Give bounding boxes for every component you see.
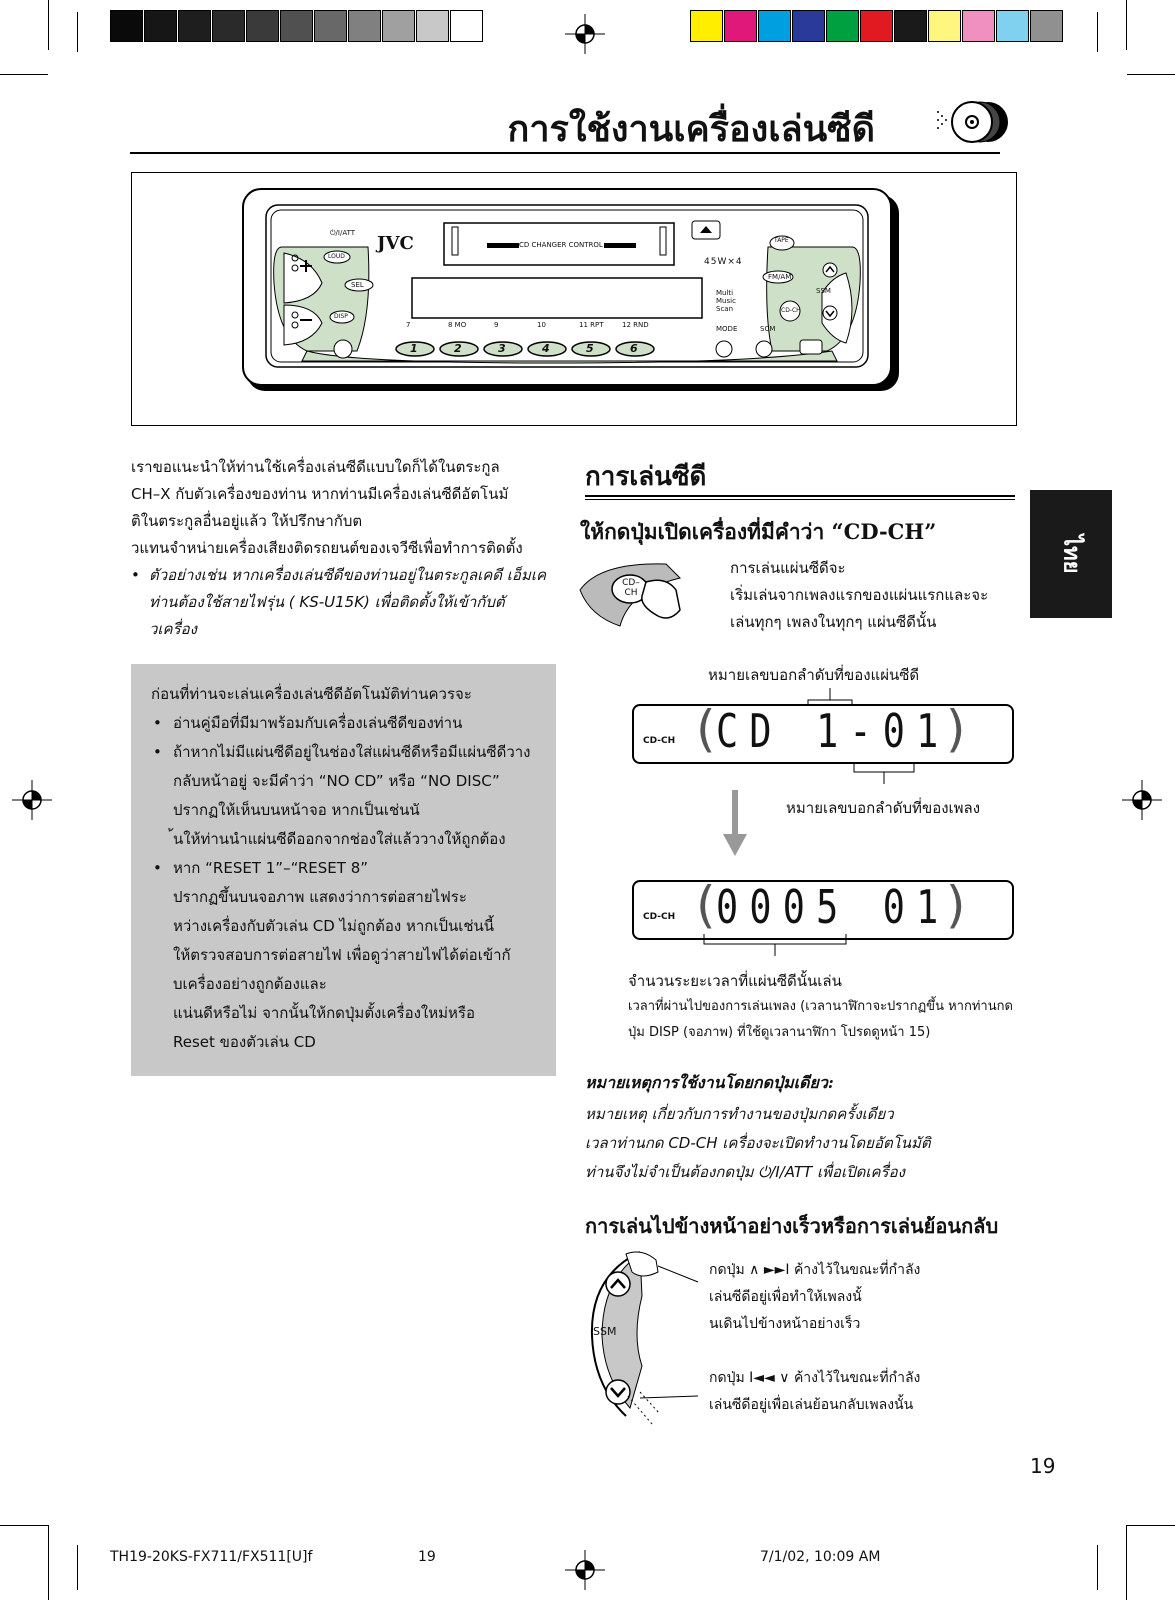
color-swatch bbox=[348, 10, 381, 42]
cd-changer-control-label: CD CHANGER CONTROL bbox=[519, 241, 603, 249]
ssm-label: SSM bbox=[593, 1325, 617, 1338]
color-bar bbox=[690, 10, 1064, 42]
intro-line: CH–X กับตัวเครื่องของท่าน หากท่านมีเครื่องเล่นซีดีอัตโนมั bbox=[131, 485, 509, 503]
play-description bbox=[730, 555, 988, 636]
cd-discs-icon bbox=[932, 98, 1012, 148]
crop-mark bbox=[77, 12, 78, 52]
color-swatch bbox=[724, 10, 757, 42]
footer-page: 19 bbox=[418, 1549, 436, 1565]
brand-logo: JVC bbox=[377, 233, 414, 254]
lcd-display-disc-track bbox=[632, 700, 1014, 764]
caution-line: กลับหน้าอยู่ จะมีคำว่า “NO CD” หรือ “NO DISC” bbox=[173, 772, 500, 790]
color-swatch bbox=[894, 10, 927, 42]
page-title: การใช้งานเครื่องเล่นซีดี bbox=[507, 108, 875, 150]
lcd-text: 0005 01 bbox=[716, 880, 950, 934]
play-desc-line: เล่นทุกๆ เพลงในทุกๆ แผ่นซีดีนั้น bbox=[730, 613, 937, 631]
fm-am-button[interactable]: FM/AM bbox=[768, 273, 792, 281]
scm-label: SCM bbox=[760, 325, 776, 333]
multi-music-scan-label bbox=[716, 289, 736, 313]
play-subheading: ให้กดปุ่มเปิดเครื่องที่มีคำว่า “CD-CH” bbox=[580, 519, 937, 544]
caution-line: ให้ตรวจสอบการต่อสายไฟ เพื่อดูว่าสายไฟได้ต่อเข้ากั bbox=[173, 946, 511, 964]
color-swatch bbox=[792, 10, 825, 42]
color-swatch bbox=[110, 10, 143, 42]
indicator-10: 10 bbox=[537, 321, 546, 329]
indicator-7: 7 bbox=[406, 321, 411, 329]
crop-mark bbox=[77, 1545, 78, 1590]
caution-line: • อ่านคู่มือที่มีมาพร้อมกับเครื่องเล่นซีดีของท่าน bbox=[173, 714, 463, 732]
indicator-11: 11 RPT bbox=[579, 321, 604, 329]
lcd-label: CD-CH bbox=[643, 912, 676, 922]
crop-mark bbox=[0, 74, 48, 75]
caution-line: Reset ของตัวเล่น CD bbox=[173, 1033, 316, 1051]
indicator-8: 8 MO bbox=[448, 321, 467, 329]
caution-line: • หาก “RESET 1”–“RESET 8” bbox=[173, 859, 369, 877]
grayscale-bar bbox=[110, 10, 484, 42]
tape-button[interactable]: TAPE bbox=[774, 237, 789, 244]
search-heading: การเล่นไปข้างหน้าอย่างเร็วหรือการเล่นย้อนกลับ bbox=[585, 1214, 999, 1238]
play-desc-line: เริ่มเล่นจากเพลงแรกของแผ่นแรกและจะ bbox=[730, 586, 989, 604]
down-arrow-icon bbox=[720, 790, 750, 860]
one-touch-line: ท่านจึงไม่จำเป็นต้องกดปุ่ม ⏻/I/ATT เพื่อเปิดเครื่อง bbox=[585, 1163, 905, 1181]
play-desc-line: การเล่นแผ่นซีดีจะ bbox=[730, 559, 846, 577]
section-rule bbox=[585, 495, 1015, 497]
lcd-display-time bbox=[632, 876, 1014, 940]
reverse-search-text bbox=[709, 1365, 920, 1419]
one-touch-line: หมายเหตุ เกี่ยวกับการทำงานของปุ่มกดครั้งเดียว bbox=[585, 1105, 894, 1123]
intro-note-line: วเครื่อง bbox=[149, 620, 197, 638]
lcd-bracket-right: ) bbox=[946, 876, 966, 934]
caution-line: ปรากฏให้เห็นบนหน้าจอ หากเป็นเช่นนั bbox=[173, 801, 420, 819]
power-output-label: 45W×4 bbox=[704, 257, 743, 267]
preset-button-label: 6 bbox=[630, 342, 638, 355]
indicator-12: 12 RND bbox=[622, 321, 649, 329]
forward-line: เล่นซีดีอยู่เพื่อทำให้เพลงนั้ bbox=[709, 1289, 862, 1305]
registration-mark-icon bbox=[565, 14, 605, 54]
disp-button[interactable]: DISP bbox=[334, 313, 348, 320]
time-line: เวลาที่ผ่านไปของการเล่นเพลง (เวลานาฬิกาจะปรากฏขึ้น หากท่านกด bbox=[628, 999, 1013, 1014]
crop-mark bbox=[48, 0, 49, 50]
footer-filename: TH19-20KS-FX711/FX511[U]f bbox=[110, 1549, 313, 1565]
forward-search-text bbox=[709, 1257, 920, 1338]
time-bracket bbox=[700, 932, 850, 958]
color-swatch bbox=[860, 10, 893, 42]
caution-item bbox=[151, 854, 546, 1057]
color-swatch bbox=[416, 10, 449, 42]
page-number: 19 bbox=[1030, 1454, 1056, 1478]
car-stereo-illustration bbox=[132, 173, 1016, 425]
lcd-label: CD-CH bbox=[643, 736, 676, 746]
time-line: จำนวนระยะเวลาที่แผ่นซีดีนั้นเล่น bbox=[628, 972, 842, 990]
color-swatch bbox=[962, 10, 995, 42]
forward-line: นเดินไปข้างหน้าอย่างเร็ว bbox=[709, 1316, 861, 1332]
language-tab bbox=[1030, 490, 1112, 618]
section-heading-play: การเล่นซีดี bbox=[585, 462, 707, 492]
color-swatch bbox=[212, 10, 245, 42]
caution-line: แน่นดีหรือไม่ จากนั้นให้กดปุ่มตั้งเครื่องใหม่หรือ bbox=[173, 1004, 475, 1022]
lcd-bracket-right: ) bbox=[946, 700, 966, 758]
sel-button[interactable]: SEL bbox=[351, 281, 364, 289]
mode-label: MODE bbox=[716, 325, 738, 333]
registration-mark-icon bbox=[1122, 780, 1162, 820]
power-label: ⏻/I/ATT bbox=[330, 229, 355, 237]
color-swatch bbox=[1030, 10, 1063, 42]
color-swatch bbox=[996, 10, 1029, 42]
color-swatch bbox=[178, 10, 211, 42]
preset-button-label: 1 bbox=[410, 342, 418, 355]
reverse-line: เล่นซีดีอยู่เพื่อเล่นย้อนกลับเพลงนั้น bbox=[709, 1397, 914, 1413]
device-figure-frame bbox=[131, 172, 1017, 426]
caution-item bbox=[151, 738, 546, 854]
intro-note-line: • ตัวอย่างเช่น หากเครื่องเล่นซีดีของท่านอยู่ในตระกูลเคดี เอ็มเค bbox=[131, 562, 561, 589]
time-line: ปุ่ม DISP (จอภาพ) ที่ใช้ดูเวลานาฬิกา โปรดดูหน้า 15) bbox=[628, 1025, 931, 1040]
intro-line: วแทนจำหน่ายเครื่องเสียงติดรถยนต์ของเจวีซีเพื่อทำการติดตั้ง bbox=[131, 539, 523, 557]
forward-line: กดปุ่ม ∧ ►►I ค้างไว้ในขณะที่กำลัง bbox=[709, 1262, 921, 1278]
caution-line: ้นให้ท่านนำแผ่นซีดีออกจากช่องใส่แล้ววางให้ถูกต้อง bbox=[173, 830, 506, 848]
color-swatch bbox=[144, 10, 177, 42]
lcd-bracket-left: ( bbox=[696, 876, 716, 934]
footer-timestamp: 7/1/02, 10:09 AM bbox=[760, 1549, 881, 1565]
track-number-label: หมายเลขบอกลำดับที่ของเพลง bbox=[786, 799, 981, 817]
one-touch-heading: หมายเหตุการใช้งานโดยกดปุ่มเดียว: bbox=[585, 1073, 834, 1092]
cd-ch-button[interactable]: CD-CH bbox=[781, 307, 801, 314]
intro-line: ติในตระกูลอื่นอยู่แล้ว ให้ปรึกษากับต bbox=[131, 512, 363, 530]
caution-line: หว่างเครื่องกับตัวเล่น CD ไม่ถูกต้อง หากเป็นเช่นนี้ bbox=[173, 917, 495, 935]
ssm-label: SSM bbox=[816, 287, 831, 295]
preset-button-label: 5 bbox=[586, 342, 594, 355]
caution-lead: ก่อนที่ท่านจะเล่นเครื่องเล่นซีดีอัตโนมัติท่านควรจะ bbox=[151, 685, 472, 703]
crop-mark bbox=[48, 1525, 49, 1600]
crop-mark bbox=[1126, 0, 1127, 50]
caution-line: ปรากฏขึ้นบนจอภาพ แสดงว่าการต่อสายไฟระ bbox=[173, 888, 467, 906]
crop-mark bbox=[1127, 74, 1175, 75]
intro-line: เราขอแนะนำให้ท่านใช้เครื่องเล่นซีดีแบบใดก็ได้ในตระกูล bbox=[131, 458, 500, 476]
crop-mark bbox=[1126, 1525, 1127, 1600]
color-swatch bbox=[758, 10, 791, 42]
color-swatch bbox=[280, 10, 313, 42]
mms-line: Music bbox=[716, 297, 736, 305]
section-rule bbox=[585, 499, 1015, 500]
crop-mark bbox=[1097, 1545, 1098, 1590]
lcd-text: CD 1-01 bbox=[716, 704, 950, 758]
lcd-bracket-left: ( bbox=[696, 700, 716, 758]
language-tab-label: ไทย bbox=[1058, 534, 1084, 574]
intro-text bbox=[131, 454, 561, 643]
color-swatch bbox=[450, 10, 483, 42]
reverse-line: กดปุ่ม I◄◄ ∨ ค้างไว้ในขณะที่กำลัง bbox=[709, 1370, 921, 1386]
crop-mark bbox=[1097, 12, 1098, 52]
mms-line: Multi bbox=[716, 289, 734, 297]
preset-button-label: 2 bbox=[454, 342, 462, 355]
preset-button-label: 3 bbox=[498, 342, 506, 355]
track-number-bracket bbox=[850, 760, 920, 786]
crop-mark bbox=[1127, 1525, 1175, 1526]
color-swatch bbox=[928, 10, 961, 42]
mms-line: Scan bbox=[716, 305, 734, 313]
disc-number-label: หมายเลขบอกลำดับที่ของแผ่นซีดี bbox=[708, 666, 920, 684]
caution-line: บเครื่องอย่างถูกต้องและ bbox=[173, 975, 327, 993]
intro-note-line: ท่านต้องใช้สายไฟรุ่น ( KS-U15K) เพื่อติดตั้งให้เข้ากับตั bbox=[149, 593, 505, 611]
crop-mark bbox=[0, 1525, 48, 1526]
title-rule bbox=[130, 152, 1000, 154]
caution-item bbox=[151, 709, 546, 738]
caution-box bbox=[131, 664, 556, 1076]
registration-mark-icon bbox=[565, 1550, 605, 1590]
indicator-9: 9 bbox=[494, 321, 499, 329]
time-explanation bbox=[628, 968, 1013, 1046]
caution-line: • ถ้าหากไม่มีแผ่นซีดีอยู่ในช่องใส่แผ่นซีดีหรือมีแผ่นซีดีวาง bbox=[173, 743, 531, 761]
color-swatch bbox=[246, 10, 279, 42]
one-touch-text bbox=[585, 1100, 931, 1187]
registration-mark-icon bbox=[12, 780, 52, 820]
color-swatch bbox=[826, 10, 859, 42]
cd-ch-button-label: CD–CH bbox=[622, 578, 640, 598]
one-touch-line: เวลาท่านกด CD-CH เครื่องจะเปิดทำงานโดยอัตโนมัติ bbox=[585, 1134, 931, 1152]
color-swatch bbox=[314, 10, 347, 42]
loud-button[interactable]: LOUD bbox=[328, 253, 345, 260]
color-swatch bbox=[382, 10, 415, 42]
preset-button-label: 4 bbox=[542, 342, 550, 355]
color-swatch bbox=[690, 10, 723, 42]
